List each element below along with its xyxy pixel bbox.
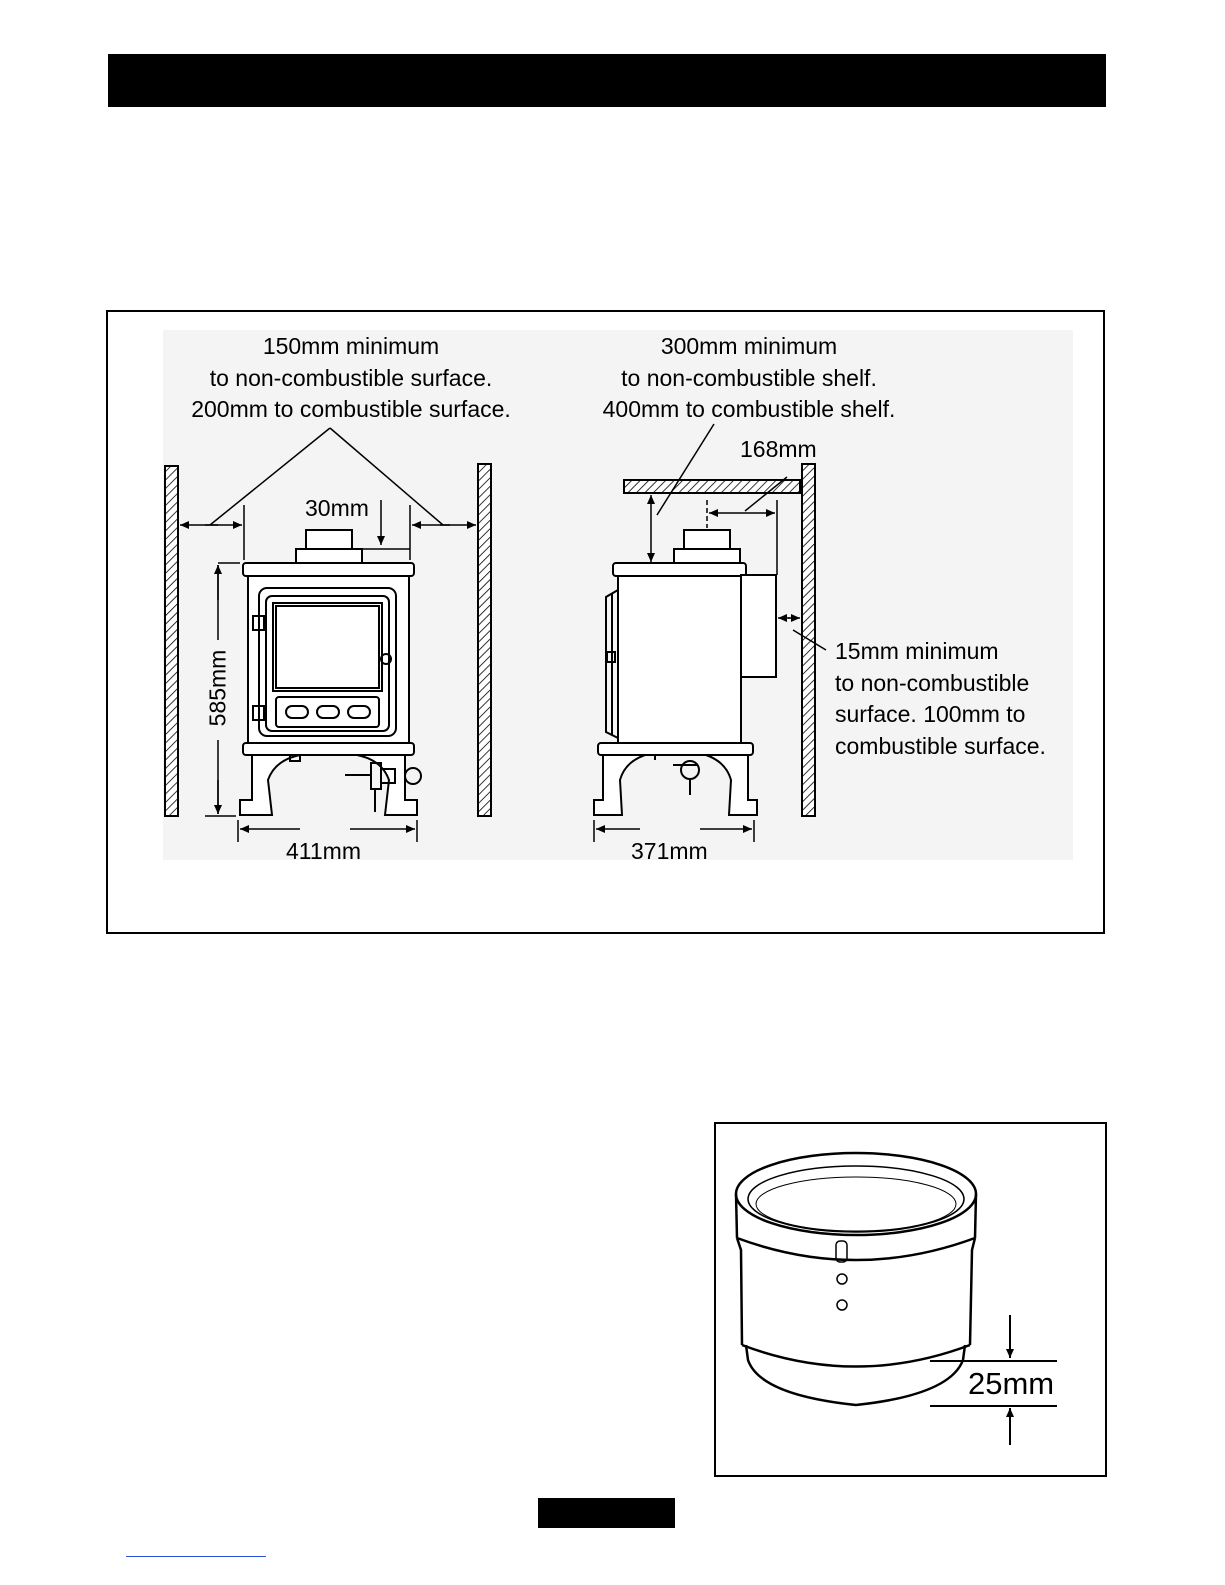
dimension-585mm: 585mm [204, 649, 231, 727]
side-clearance-line-3: 200mm to combustible surface. [191, 396, 511, 422]
side-clearance-label [165, 331, 537, 426]
front-view [165, 428, 491, 842]
dimension-25mm: 25mm [968, 1366, 1055, 1401]
dimension-371mm: 371mm [631, 838, 708, 864]
right-wall [478, 464, 491, 816]
rear-clearance-line-3: surface. 100mm to [835, 701, 1026, 727]
rear-clearance-label [835, 636, 1046, 762]
side-clearance-line-1: 150mm minimum [262, 333, 440, 359]
top-clearance-label [575, 331, 923, 426]
rear-clearance-line-2: to non-combustible [835, 669, 1030, 696]
rear-clearance-line-1: 15mm minimum [835, 638, 999, 664]
footer-rule [126, 1556, 266, 1557]
dimension-168mm: 168mm [740, 436, 817, 462]
page-number-tab [538, 1498, 675, 1528]
side-view [594, 424, 826, 842]
flue-collar-frame [714, 1122, 1107, 1477]
top-clearance-line-2: to non-combustible shelf. [621, 364, 877, 391]
top-clearance-line-1: 300mm minimum [660, 333, 838, 359]
shelf [624, 480, 800, 493]
side-clearance-line-2: to non-combustible surface. [209, 364, 493, 391]
rear-clearance-line-4: combustible surface. [835, 732, 1046, 759]
dimension-411mm: 411mm [286, 838, 361, 864]
dimension-30mm: 30mm [305, 495, 369, 521]
left-wall [165, 466, 178, 816]
top-clearance-line-3: 400mm to combustible shelf. [602, 396, 896, 422]
